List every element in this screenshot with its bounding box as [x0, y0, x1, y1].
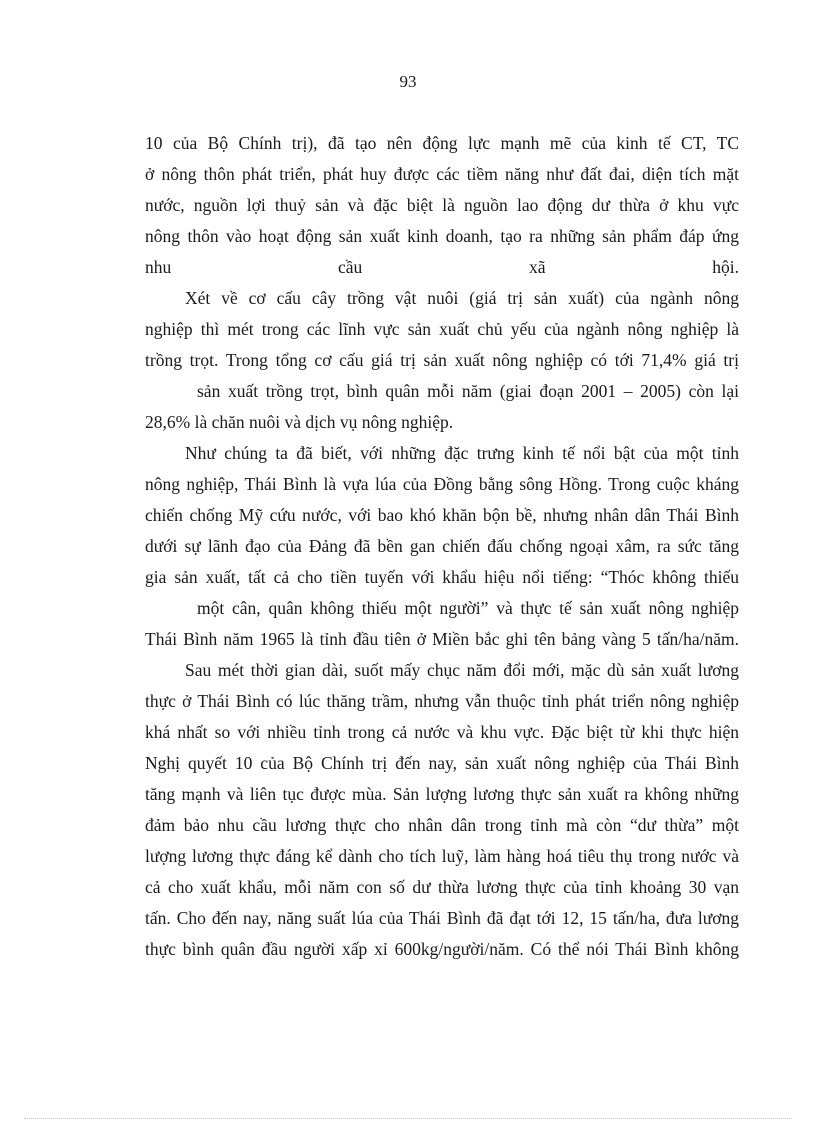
text-line: Xét về cơ cấu cây trồng vật nuôi (giá trị sản xuất) của ngành nông: [185, 288, 739, 308]
page-bottom-divider: [24, 1118, 792, 1119]
text-line: chiến chống Mỹ cứu nước, với bao khó khăn bộn bề, nhưng nhân dân Thái Bình: [145, 505, 739, 525]
text-line: 28,6% là chăn nuôi và dịch vụ nông nghiệp.: [145, 412, 454, 432]
text-line: thực bình quân đầu người xấp xỉ 600kg/người/năm. Có thể nói Thái Bình không: [145, 939, 739, 959]
page-number: 93: [399, 72, 417, 91]
text-line: nhu cầu xã hội.: [145, 257, 739, 277]
text-line: nông thôn vào hoạt động sản xuất kinh doanh, tạo ra những sản phẩm đáp ứng: [145, 226, 739, 246]
text-line: khá nhất so với nhiều tỉnh trong cả nước và khu vực. Đặc biệt từ khi thực hiện: [145, 722, 739, 742]
text-line: lượng lương thực đáng kể dành cho tích luỹ, làm hàng hoá tiêu thụ trong nước và: [145, 846, 739, 866]
text-line: 10 của Bộ Chính trị), đã tạo nên động lực mạnh mẽ của kinh tế CT, TC: [145, 133, 739, 153]
text-line: Sau mét thời gian dài, suốt mấy chục năm đổi mới, mặc dù sản xuất lương: [185, 660, 739, 680]
text-line: gia sản xuất, tất cả cho tiền tuyến với khẩu hiệu nổi tiếng: “Thóc không thiếu: [145, 567, 739, 587]
text-line: dưới sự lãnh đạo của Đảng đã bền gan chiến đấu chống ngoại xâm, ra sức tăng: [145, 536, 739, 556]
text-line: đảm bảo nhu cầu lương thực cho nhân dân trong tỉnh mà còn “dư thừa” một: [145, 815, 739, 835]
text-line: nông nghiệp, Thái Bình là vựa lúa của Đồng bằng sông Hồng. Trong cuộc kháng: [145, 474, 739, 494]
text-line: ở nông thôn phát triển, phát huy được các tiềm năng như đất đai, diện tích mặt: [145, 164, 739, 184]
text-line: trồng trọt. Trong tổng cơ cấu giá trị sản xuất nông nghiệp có tới 71,4% giá trị: [145, 350, 739, 370]
text-line: nước, nguồn lợi thuỷ sản và đặc biệt là nguồn lao động dư thừa ở khu vực: [145, 195, 739, 215]
text-line: cả cho xuất khẩu, mỗi năm con số dư thừa lương thực của tỉnh khoảng 30 vạn: [145, 877, 739, 897]
text-line: sản xuất trồng trọt, bình quân mỗi năm (giai đoạn 2001 – 2005) còn lại: [197, 381, 739, 401]
text-line: tấn. Cho đến nay, năng suất lúa của Thái Bình đã đạt tới 12, 15 tấn/ha, đưa lương: [145, 908, 739, 928]
text-line: nghiệp thì mét trong các lĩnh vực sản xuất chủ yếu của ngành nông nghiệp là: [145, 319, 739, 339]
text-line: thực ở Thái Bình có lúc thăng trầm, nhưng vẫn thuộc tỉnh phát triển nông nghiệp: [145, 691, 739, 711]
text-line: Nghị quyết 10 của Bộ Chính trị đến nay, sản xuất nông nghiệp của Thái Bình: [145, 753, 739, 773]
text-line: Như chúng ta đã biết, với những đặc trưng kinh tế nổi bật của một tỉnh: [185, 443, 739, 463]
text-line: tăng mạnh và liên tục được mùa. Sản lượng lương thực sản xuất ra không những: [145, 784, 739, 804]
text-line: một cân, quân không thiếu một người” và thực tế sản xuất nông nghiệp: [197, 598, 739, 618]
body-text: [145, 128, 739, 965]
text-line: Thái Bình năm 1965 là tỉnh đầu tiên ở Miền bắc ghi tên bảng vàng 5 tấn/ha/năm.: [145, 629, 739, 649]
